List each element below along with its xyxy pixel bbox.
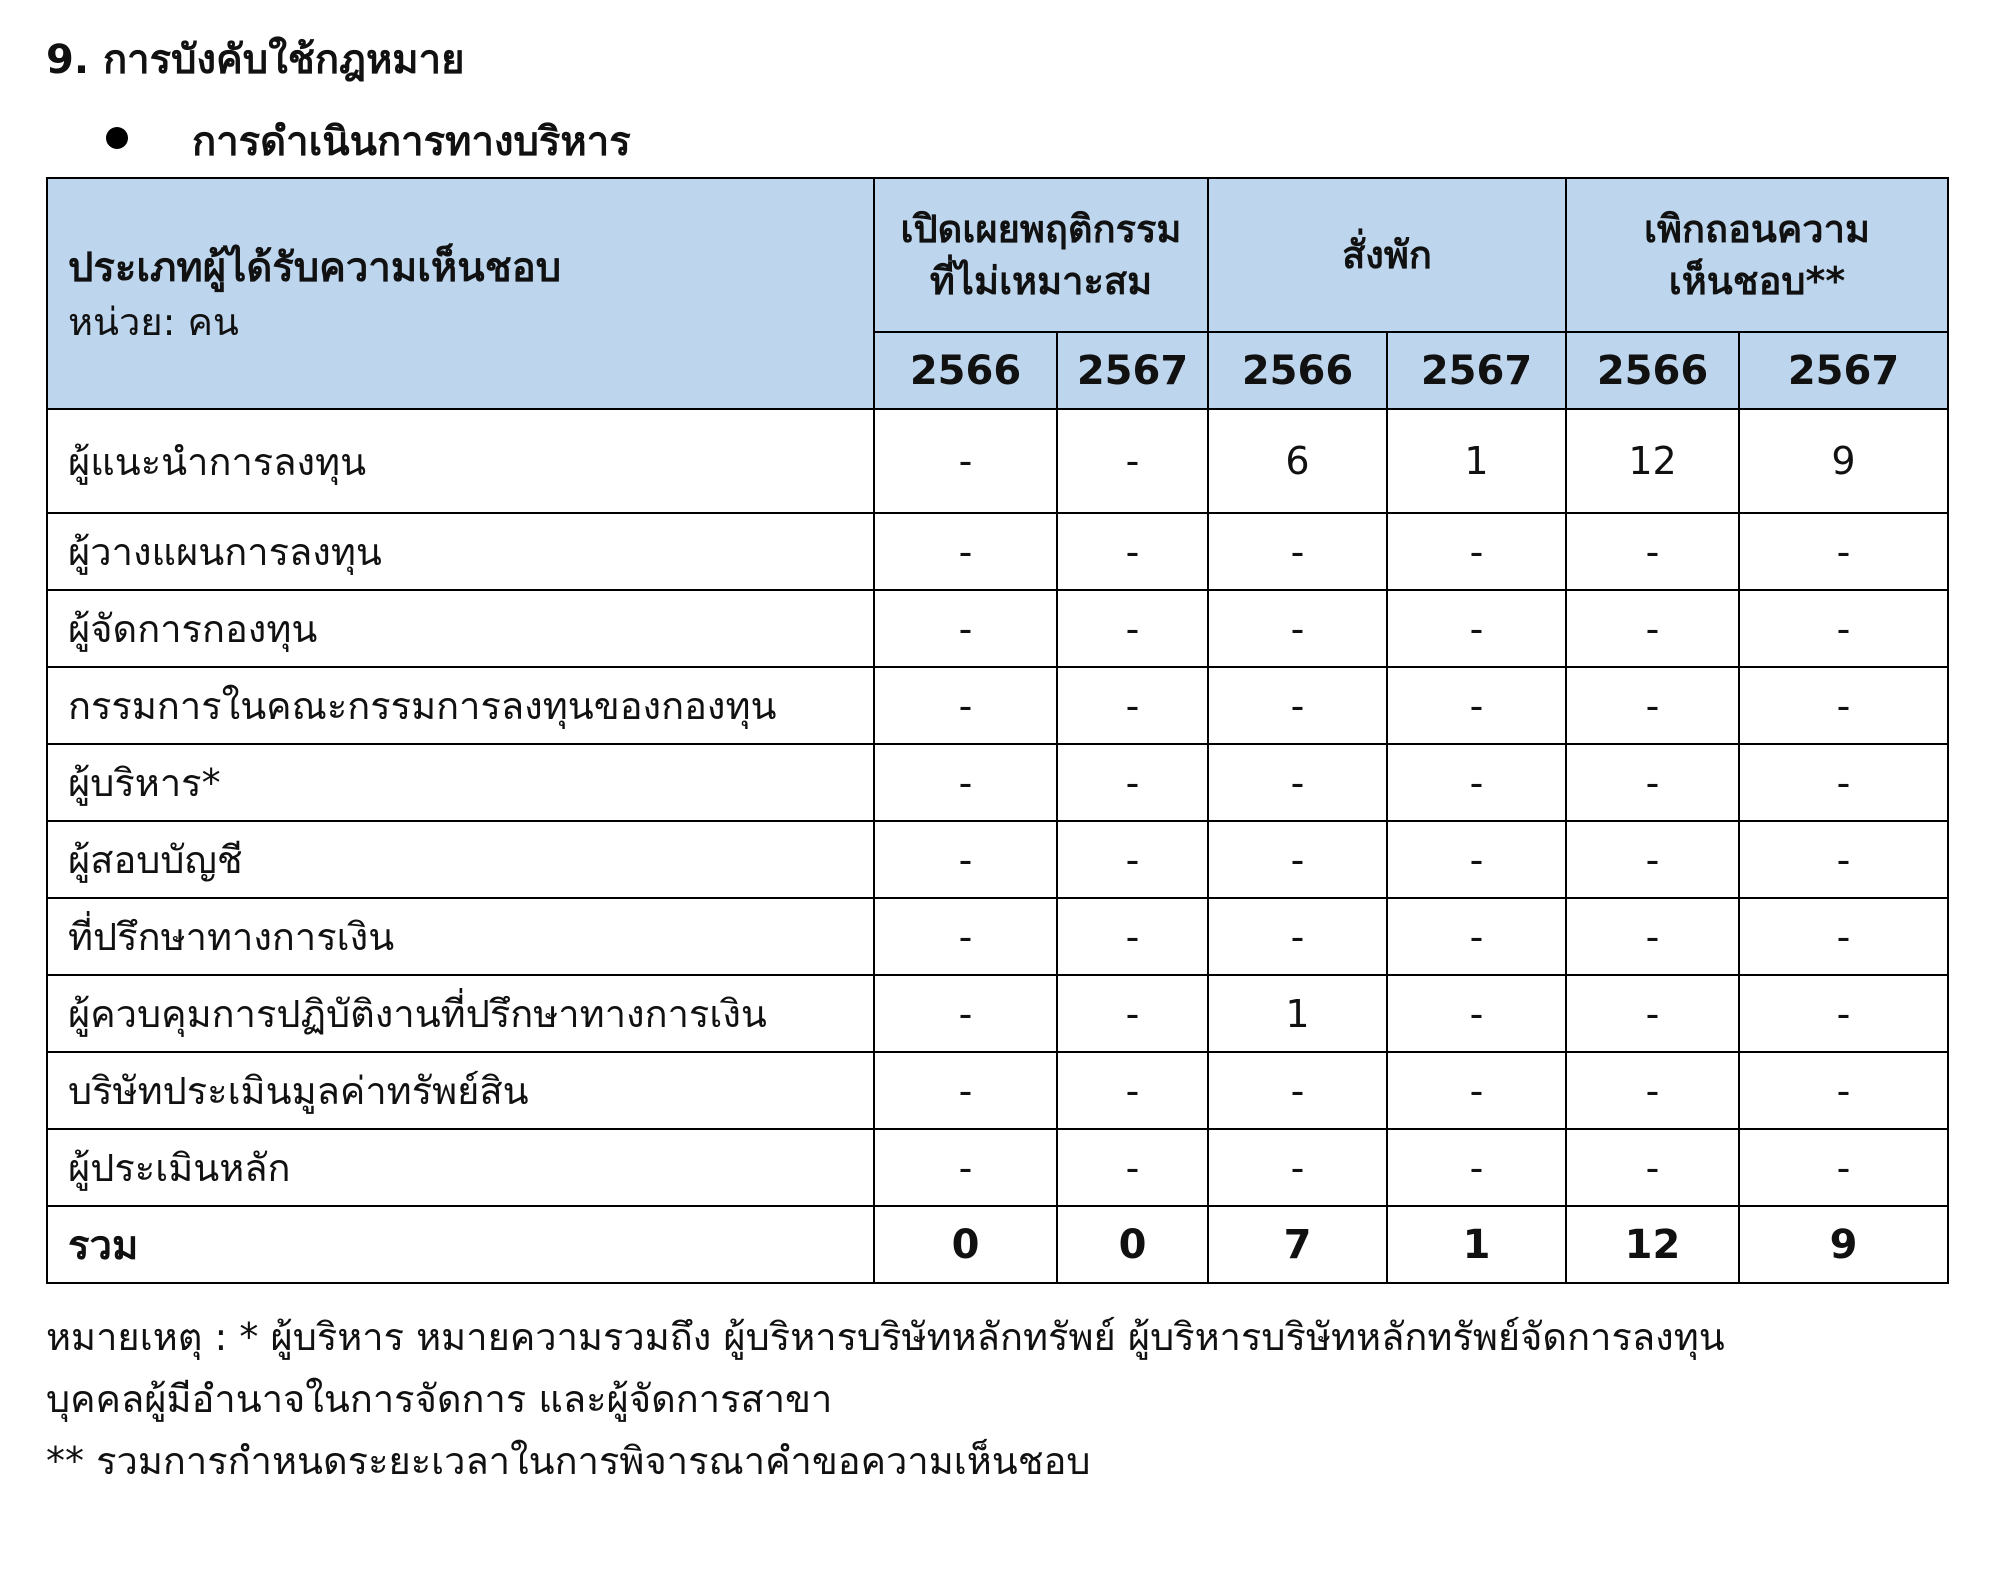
table-cell: - [1566,590,1739,667]
total-cell: 0 [874,1206,1057,1283]
table-cell: - [1739,975,1948,1052]
table-cell: - [1057,821,1208,898]
row-label: ผู้สอบบัญชี [47,821,874,898]
table-cell: - [1739,1129,1948,1206]
table-cell: - [1387,1052,1566,1129]
table-cell: - [1739,590,1948,667]
year-header-cell: 2567 [1387,332,1566,409]
group-header-suspension [1208,178,1566,332]
table-cell: - [1387,667,1566,744]
table-cell: - [1566,975,1739,1052]
table-cell: 12 [1566,409,1739,513]
table-cell: - [874,409,1057,513]
table-cell: - [874,590,1057,667]
group-header-revocation [1566,178,1948,332]
table-cell: - [874,821,1057,898]
table-cell: - [1387,744,1566,821]
table-cell: - [1739,821,1948,898]
footnotes [46,1306,1946,1492]
table-row [47,513,1948,590]
total-cell: 9 [1739,1206,1948,1283]
table-cell: - [874,744,1057,821]
table-cell: - [1208,744,1387,821]
table-cell: - [1739,898,1948,975]
table-cell: - [874,1129,1057,1206]
enforcement-table [46,177,1949,1284]
table-cell: - [1566,744,1739,821]
table-row [47,1052,1948,1129]
group-header-line: สั่งพัก [1342,233,1432,277]
table-cell: - [1739,513,1948,590]
table-cell: - [1566,898,1739,975]
group-header-line: เห็นชอบ** [1668,259,1846,303]
group-header-line: ที่ไม่เหมาะสม [929,259,1153,303]
table-cell: - [1566,1129,1739,1206]
table-cell: - [1208,1052,1387,1129]
table-cell: - [1057,1052,1208,1129]
table-cell: - [874,898,1057,975]
footnote-line: ** รวมการกำหนดระยะเวลาในการพิจารณาคำขอความเห็นชอบ [46,1439,1091,1483]
footnote-line: หมายเหตุ : * ผู้บริหาร หมายความรวมถึง ผู้บริหารบริษัทหลักทรัพย์ ผู้บริหารบริษัทหลักทรัพย์จัดการลงทุน [46,1315,1725,1359]
table-cell: - [1566,667,1739,744]
table-cell: - [874,1052,1057,1129]
table-cell: - [1208,821,1387,898]
table-cell: - [1566,821,1739,898]
table-row [47,744,1948,821]
table-cell: - [1387,513,1566,590]
table-cell: 1 [1387,409,1566,513]
table-cell: - [1208,513,1387,590]
table-body [47,409,1948,1283]
table-cell: - [1739,744,1948,821]
table-row [47,667,1948,744]
type-header [47,178,874,409]
table-cell: - [1208,1129,1387,1206]
section-title: 9. การบังคับใช้กฎหมาย [46,37,465,83]
table-row [47,821,1948,898]
table-cell: - [1057,513,1208,590]
row-label: บริษัทประเมินมูลค่าทรัพย์สิน [47,1052,874,1129]
row-label: ผู้บริหาร* [47,744,874,821]
row-label: ผู้วางแผนการลงทุน [47,513,874,590]
table-cell: - [1057,590,1208,667]
table-cell: - [1387,590,1566,667]
table-cell: - [1566,513,1739,590]
year-header-cell: 2566 [1208,332,1387,409]
total-cell: 12 [1566,1206,1739,1283]
row-label: ผู้แนะนำการลงทุน [47,409,874,513]
table-row [47,409,1948,513]
group-header-disclosure [874,178,1208,332]
row-label: ผู้ประเมินหลัก [47,1129,874,1206]
bullet-icon [106,127,128,149]
total-row [47,1206,1948,1283]
table-cell: - [874,975,1057,1052]
table-row [47,898,1948,975]
total-cell: 7 [1208,1206,1387,1283]
table-cell: - [874,513,1057,590]
total-cell: 1 [1387,1206,1566,1283]
table-cell: - [1057,409,1208,513]
table-cell: - [1387,898,1566,975]
table-cell: - [1566,1052,1739,1129]
table-cell: - [1387,975,1566,1052]
year-header-cell: 2566 [1566,332,1739,409]
table-cell: - [1739,667,1948,744]
table-cell: - [1057,744,1208,821]
row-label: ที่ปรึกษาทางการเงิน [47,898,874,975]
subtitle-text: การดำเนินการทางบริหาร [192,119,631,165]
table-cell: - [1208,667,1387,744]
row-label: กรรมการในคณะกรรมการลงทุนของกองทุน [47,667,874,744]
table-cell: - [1057,667,1208,744]
table-row [47,975,1948,1052]
table-cell: 1 [1208,975,1387,1052]
table-row [47,1129,1948,1206]
table-cell: 9 [1739,409,1948,513]
group-header-line: เพิกถอนความ [1644,207,1871,251]
year-header-cell: 2566 [874,332,1057,409]
table-cell: - [1057,898,1208,975]
year-header-cell: 2567 [1739,332,1948,409]
table-cell: 6 [1208,409,1387,513]
footnote-line: บุคคลผู้มีอำนาจในการจัดการ และผู้จัดการสาขา [46,1377,833,1421]
type-header-label: ประเภทผู้ได้รับความเห็นชอบ [68,244,562,291]
total-cell: 0 [1057,1206,1208,1283]
total-label: รวม [47,1206,874,1283]
table-cell: - [1208,590,1387,667]
row-label: ผู้จัดการกองทุน [47,590,874,667]
table-cell: - [1057,1129,1208,1206]
unit-label: หน่วย: คน [68,299,239,344]
group-header-line: เปิดเผยพฤติกรรม [900,207,1182,251]
table-cell: - [1208,898,1387,975]
table-cell: - [1057,975,1208,1052]
table-cell: - [1739,1052,1948,1129]
subtitle [106,112,631,172]
year-header-cell: 2567 [1057,332,1208,409]
table-cell: - [1387,821,1566,898]
table-row [47,590,1948,667]
table-cell: - [874,667,1057,744]
table-cell: - [1387,1129,1566,1206]
row-label: ผู้ควบคุมการปฏิบัติงานที่ปรึกษาทางการเงิน [47,975,874,1052]
